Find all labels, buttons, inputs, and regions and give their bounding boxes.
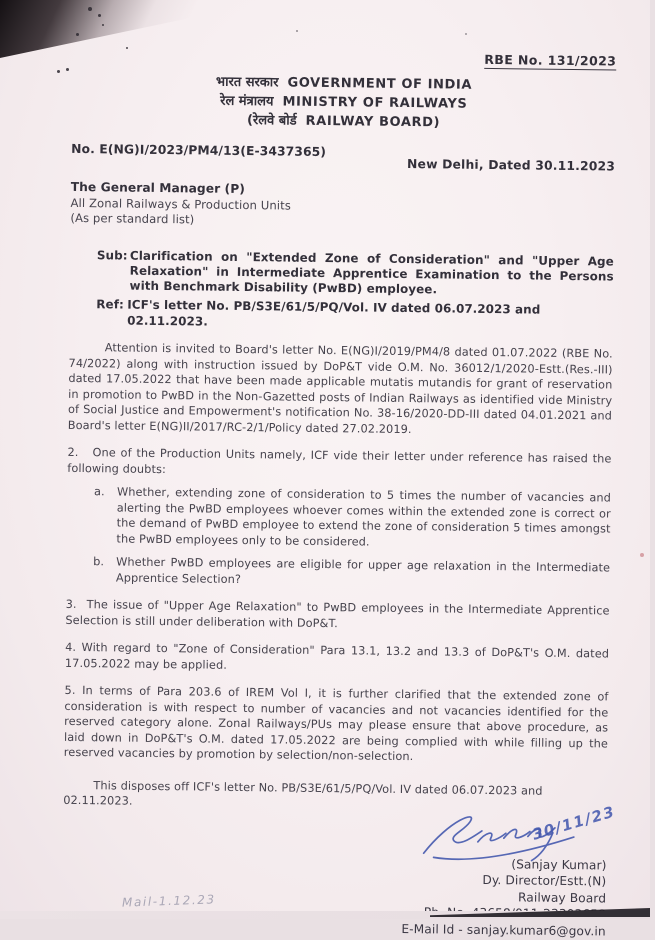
paragraph-4: 4. With regard to "Zone of Consideration" Para 13.1, 13.2 and 13.3 of DoP&T's O.M. dated 17.05.2022 may be applied. bbox=[64, 640, 610, 672]
signatory-designation: Dy. Director/Estt.(N) bbox=[482, 873, 607, 889]
pencil-annotation: Mail-1.12.23 bbox=[121, 892, 216, 910]
addressee-title: The General Manager (P) bbox=[70, 179, 246, 197]
signatory-organization: Railway Board bbox=[517, 890, 607, 906]
file-number: No. E(NG)I/2023/PM4/13(E-3437365) bbox=[71, 141, 327, 159]
place-date: New Delhi, Dated 30.11.2023 bbox=[407, 156, 616, 174]
rbe-number-text: RBE No. 131/2023 bbox=[484, 51, 617, 69]
signature-date-handwritten: 30/11/23 bbox=[530, 802, 618, 844]
addressee-org: All Zonal Railways & Production Units bbox=[70, 195, 292, 213]
paragraph-5: 5. In terms of Para 203.6 of IREM Vol I, it is further clarified that the extended zone of consideration is with respect to number of vacancies and not vacancies identified for the reserved category alone. Zonal Railways/PUs may please ensure that above procedure, as laid down in DoP&T's O.M. dated 17.05.2022 are being complied with while filling up the reserved vacancies by promotion by selection/non-selection. bbox=[63, 683, 609, 764]
reference-text: ICF's letter No. PB/S3E/61/5/PQ/Vol. IV dated 06.07.2023 and 02.11.2023. bbox=[127, 297, 541, 329]
paragraph-1: Attention is invited to Board's letter No. E(NG)I/2019/PM4/8 dated 01.07.2022 (RBE No. 74/2022) along with instruction issued by DoP&T vide O.M. No. 36012/1/2020-Estt.(Res.-III) dated 17.05.2022 that have been made applicable mutatis mutandis for grant of reservation in promotion to PwBD in the Non-Gazetted posts of Indian Railways as identified vide Ministry of Social Justice and Empowerment's notification No. 38-16/2020-DD-III dated 04.01.2021 and Board's letter E(NG)II/2017/RC-2/1/Policy dated 27.02.2019. bbox=[67, 341, 613, 436]
rbe-number bbox=[72, 47, 616, 69]
signatory-email: E-Mail Id - sanjay.kumar6@gov.in bbox=[401, 921, 606, 939]
doubt-a-text: Whether, extending zone of consideration to 5 times the number of vacancies and alerting the PwBD employees whoever comes within the extended zone is correct or the demand of PwBD employee to extend the zone of consideration 5 times amongst the PwBD employees only to be considered. bbox=[116, 485, 612, 549]
doubt-b-label: b. bbox=[93, 555, 105, 569]
scan-speck bbox=[102, 24, 104, 26]
scan-speck bbox=[88, 7, 92, 11]
scan-speck bbox=[465, 33, 467, 35]
paragraph-3: 3. The issue of "Upper Age Relaxation" to PwBD employees in the Intermediate Apprentice Selection is still under deliberation with DoP&T. bbox=[65, 597, 610, 630]
signature-scribble-area bbox=[63, 802, 618, 857]
scan-speck bbox=[98, 14, 101, 17]
addressee-note: (As per standard list) bbox=[70, 210, 195, 227]
scan-speck bbox=[66, 68, 69, 71]
letterhead-hindi-ministry: रेल मंत्रालय bbox=[220, 93, 274, 109]
subject-label: Sub: bbox=[96, 247, 128, 263]
reference-label: Ref: bbox=[96, 297, 124, 312]
reference-row bbox=[91, 297, 613, 334]
file-number-row bbox=[71, 141, 615, 174]
letterhead-english-ministry: MINISTRY OF RAILWAYS bbox=[282, 93, 468, 112]
closing-line: This disposes off ICF's letter No. PB/S3E/61/5/PQ/Vol. IV dated 06.07.2023 and 02.11.2023. bbox=[63, 778, 543, 808]
scan-speck bbox=[126, 47, 128, 49]
scan-speck bbox=[57, 70, 60, 73]
letterhead-hindi-board: (रेलवे बोर्ड bbox=[246, 112, 297, 129]
doubt-b-text: Whether PwBD employees are eligible for upper age relaxation in the Intermediate Apprentice Selection? bbox=[115, 555, 611, 586]
letterhead bbox=[71, 70, 616, 134]
addressee-block bbox=[70, 180, 615, 233]
signatory-name: (Sanjay Kumar) bbox=[511, 856, 607, 873]
scan-speck bbox=[296, 30, 298, 32]
letterhead-english-board: RAILWAY BOARD) bbox=[305, 113, 441, 130]
doubt-a-label: a. bbox=[93, 485, 105, 499]
doubt-item-a bbox=[93, 484, 611, 552]
paragraph-2: 2. One of the Production Units namely, ICF vide their letter under reference has raised the following doubts: bbox=[67, 445, 612, 476]
letterhead-english-govt: GOVERNMENT OF INDIA bbox=[287, 75, 473, 93]
scan-red-mark bbox=[640, 553, 644, 557]
subject-row bbox=[96, 248, 614, 300]
signature-block bbox=[62, 802, 618, 939]
subject-text: Clarification on "Extended Zone of Consideration" and "Upper Age Relaxation" in Intermediate Apprentice Examination to the Persons with Benchmark Disability (PwBD) employee. bbox=[129, 248, 614, 297]
doubt-item-b bbox=[93, 554, 610, 591]
letterhead-hindi-govt: भारत सरकार bbox=[215, 74, 279, 90]
scan-speck bbox=[76, 33, 79, 36]
